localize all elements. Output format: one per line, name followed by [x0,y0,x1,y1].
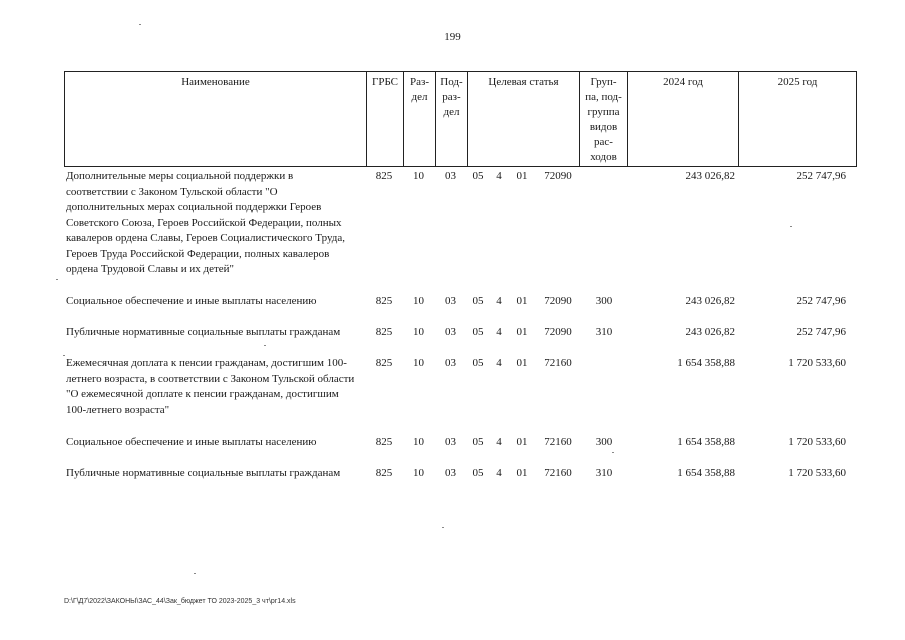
row-name: Ежемесячная доплата к пенсии гражданам, достигшим 100-летнего возраста, в соответствии с Законом Тульской области "О ежемесячной доплате к пенсии гражданам, достигшим 100-летнего возраста" [66,357,355,416]
cell-2025: 1 720 533,60 [788,436,846,448]
header-2024: 2024 год [663,76,703,88]
scan-speck [612,452,614,453]
row-name: Социальное обеспечение и иные выплаты населению [66,295,317,307]
cell-group: 300 [595,295,613,307]
row-name: Публичные нормативные социальные выплаты гражданам [66,467,341,479]
cell-razdel: 10 [413,170,424,182]
cell-target-event: 01 [516,326,528,338]
cell-podrazdel: 03 [445,467,456,479]
cell-razdel: 10 [413,467,424,479]
cell-2024: 243 026,82 [685,295,735,307]
cell-target-program: 05 [472,467,484,479]
cell-2025: 252 747,96 [796,295,846,307]
cell-razdel: 10 [413,326,424,338]
header-group: Груп- па, под- группа видов рас- ходов [585,76,622,163]
cell-target-program: 05 [472,326,484,338]
scan-speck [442,527,444,528]
cell-2024: 1 654 358,88 [677,436,735,448]
cell-grbs: 825 [375,295,393,307]
scan-speck [139,24,141,25]
cell-grbs: 825 [375,357,393,369]
cell-razdel: 10 [413,436,424,448]
cell-target-event: 01 [516,170,528,182]
cell-2025: 1 720 533,60 [788,357,846,369]
cell-target-code: 72090 [544,295,572,307]
cell-group: 310 [595,467,613,479]
header-razdel: Раз- дел [409,76,429,103]
cell-target-code: 72160 [544,467,572,479]
cell-target-event: 01 [516,436,528,448]
cell-podrazdel: 03 [445,357,456,369]
scan-speck [63,355,65,356]
cell-target-subprogram: 4 [496,357,502,369]
cell-target-program: 05 [472,170,484,182]
header-name: Наименование [181,76,250,88]
cell-target-program: 05 [472,295,484,307]
cell-target-subprogram: 4 [496,436,502,448]
cell-2024: 1 654 358,88 [677,357,735,369]
cell-target-subprogram: 4 [496,326,502,338]
cell-2025: 1 720 533,60 [788,467,846,479]
cell-target-event: 01 [516,467,528,479]
scan-speck [264,345,266,346]
scan-speck [194,573,196,574]
cell-target-code: 72090 [544,326,572,338]
cell-2025: 252 747,96 [796,170,846,182]
cell-target-subprogram: 4 [496,467,502,479]
cell-target-program: 05 [472,436,484,448]
table-header [64,71,857,167]
cell-podrazdel: 03 [445,436,456,448]
cell-grbs: 825 [375,467,393,479]
cell-grbs: 825 [375,170,393,182]
scan-speck [56,279,58,280]
header-2025: 2025 год [777,76,818,88]
cell-target-code: 72160 [544,357,572,369]
cell-target-code: 72160 [544,436,572,448]
cell-target-event: 01 [516,295,528,307]
cell-target-code: 72090 [544,170,572,182]
header-podrazdel: Под- раз- дел [440,76,463,118]
cell-2025: 252 747,96 [796,326,846,338]
cell-grbs: 825 [375,326,393,338]
page-number: 199 [444,31,461,43]
cell-2024: 243 026,82 [685,326,735,338]
cell-group: 300 [595,436,613,448]
cell-razdel: 10 [413,357,424,369]
cell-podrazdel: 03 [445,170,456,182]
cell-target-event: 01 [516,357,528,369]
cell-podrazdel: 03 [445,295,456,307]
header-target: Целевая статья [488,76,559,88]
scan-speck [790,226,792,227]
file-path-footer: D:\Г\Д7\2022\ЗАКОНЫ\ЗАС_44\Зак_бюджет ТО 2023-2025_3 чт\рг14.xls [64,598,296,605]
cell-target-subprogram: 4 [496,295,502,307]
cell-target-subprogram: 4 [496,170,502,182]
cell-2024: 1 654 358,88 [677,467,735,479]
row-name: Публичные нормативные социальные выплаты гражданам [66,326,341,338]
cell-razdel: 10 [413,295,424,307]
cell-target-program: 05 [472,357,484,369]
cell-group: 310 [595,326,613,338]
header-grbs: ГРБС [371,76,399,88]
cell-podrazdel: 03 [445,326,456,338]
row-name: Социальное обеспечение и иные выплаты населению [66,436,317,448]
cell-2024: 243 026,82 [685,170,735,182]
row-name: Дополнительные меры социальной поддержки в соответствии с Законом Тульской области "О дополнительных мерах социальной поддержки Героев Советского Союза, Героев Российской Федерации, полных кавалеров ордена Славы, Героев Социалистического Труда, Героев Труда Российской Федерации, полных кавалеров ордена Трудовой Славы и их детей" [66,170,345,275]
cell-grbs: 825 [375,436,393,448]
